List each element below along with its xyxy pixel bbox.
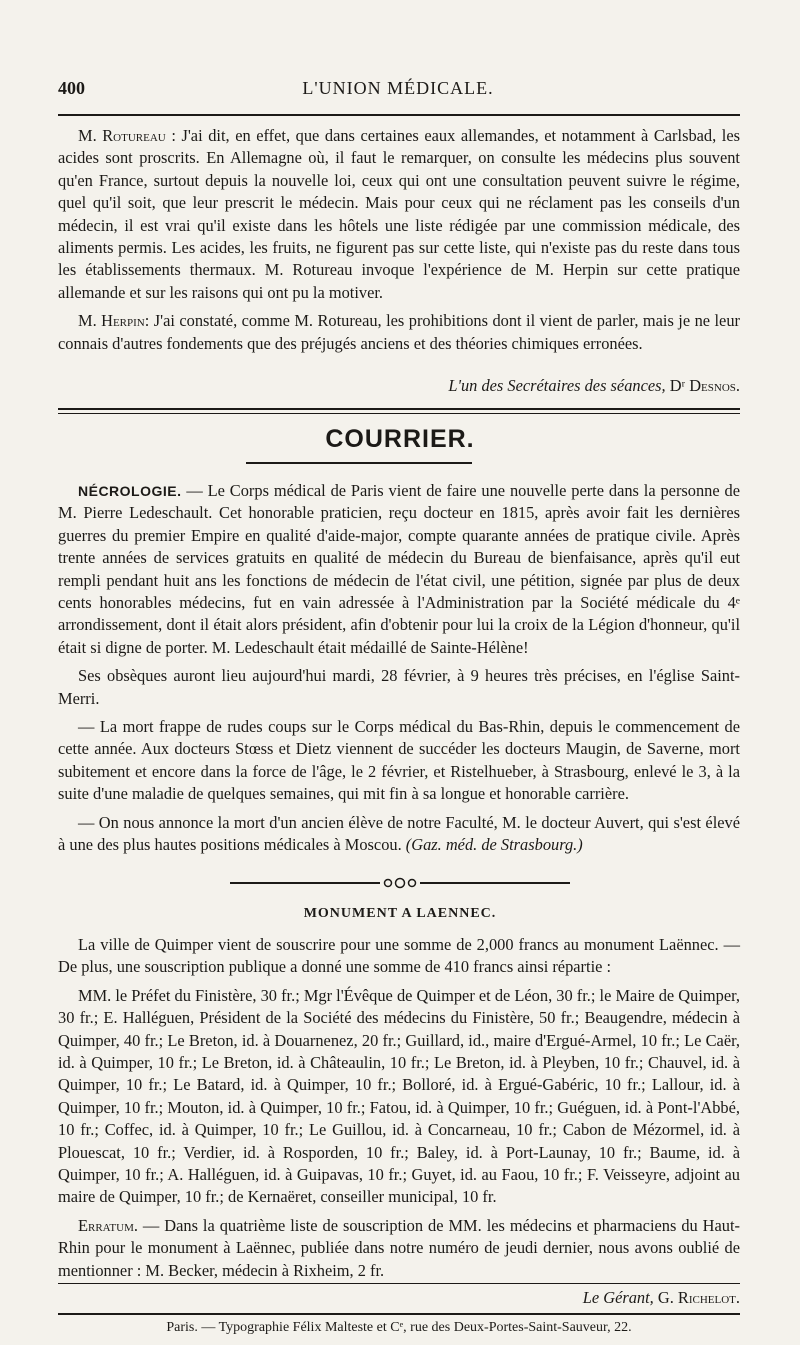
speaker-name: M. Rotureau — [78, 126, 166, 145]
header-rule — [58, 114, 740, 116]
signature-title: L'un des Secrétaires des séances, — [448, 376, 666, 395]
subscribers-paragraph: MM. le Préfet du Finistère, 30 fr.; Mgr l'Évêque de Quimper et de Léon, 30 fr.; le Maire de Quimper, 30 fr.; E. Halléguen, Président de la Société des médecins du Finistère, 50 fr.; Beaugendre, médecin à Quimper, 40 fr.; Le Breton, id. à Douarnenez, 20 fr.; Guillard, id., maire d'Ergué-Armel, 10 fr.; Le Caër, id. à Quimper, 10 fr.; Le Breton, id. à Châteaulin, 10 fr.; Le Breton, id. à Pleyben, 10 fr.; Chauvel, id. à Quimper, 10 fr.; Le Batard, id. à Quimper, 10 fr.; Bolloré, id. à Ergué-Gabéric, 10 fr.; Lallour, id. à Quimper, 10 fr.; Mouton, id. à Quimper, 10 fr.; Fatou, id. à Quimper, 10 fr.; Guéguen, id. à Pont-l'Abbé, 10 fr.; Coffec, id. à Quimper, 10 fr.; Le Guillou, id. à Concarneau, 10 fr.; Cabon de Mézormel, id. à Plouescat, 10 fr.; Verdier, id. à Rosporden, 10 fr.; Baley, id. à Port-Launay, 10 fr.; Baume, id. à Quimper, 10 fr.; A. Halléguen, id. à Guipavas, 10 fr.; Guyet, id. au Faou, 10 fr.; F. Veisseyre, adjoint au maire de Quimper, 10 fr.; de Kernaëret, conseiller municipal, 10 fr. — [58, 985, 740, 1207]
gerant-signature — [58, 1288, 740, 1308]
obseques-paragraph: Ses obsèques auront lieu aujourd'hui mardi, 28 février, à 9 heures très précises, en l'église Saint-Merri. — [58, 666, 740, 708]
page-number: 400 — [58, 78, 85, 98]
paragraph-text: — Dans la quatrième liste de souscription de MM. les médecins et pharmaciens du Haut-Rhin pour le monument à Laënnec, publiée dans notre numéro de jeudi dernier, nous avons oublié de mentionner : M. Becker, médecin à Rixheim, 2 fr. — [58, 1215, 740, 1280]
herpin-paragraph — [58, 310, 740, 355]
quimper-paragraph: La ville de Quimper vient de souscrire pour une somme de 2,000 francs au monument Laënnec. — De plus, une souscription publique a donné une somme de 410 francs ainsi répartie : — [58, 935, 740, 977]
paragraph-text: : J'ai dit, en effet, que dans certaines eaux allemandes, et notamment à Carlsbad, les acides sont proscrits. En Allemagne où, il faut le remarquer, on consulte les médecins plus souvent qu'en France, surtout depuis la nouvelle loi, ceux qui ont une consultation peuvent suivre le régime, quel qu'il soit, que leur prescrit le médecin. Mais pour ceux qui ne réclament pas les conseils d'un médecin, il est vrai qu'il existe dans les hôtels une liste rédigée par une commission médicale, des aliments permis. Les acides, les fruits, ne figurent pas sur cette liste, qui n'existe pas du reste dans tous les établissements thermaux. M. Rotureau invoque l'expérience de M. Herpin sur cette pratique allemande et sur les raisons qui ont pu la motiver. — [58, 126, 741, 302]
courrier-title: COURRIER. — [325, 425, 475, 453]
ornament-divider — [230, 876, 570, 890]
monument-section — [58, 934, 740, 1288]
erratum-label: Erratum. — [78, 1215, 138, 1235]
erratum-paragraph — [58, 1215, 740, 1282]
footer-rule — [58, 1313, 740, 1315]
gerant-label: Le Gérant, — [582, 1288, 654, 1307]
secretary-signature — [58, 376, 740, 396]
gerant-rule — [58, 1283, 740, 1284]
paragraph-text: : J'ai constaté, comme M. Rotureau, les prohibitions dont il vient de parler, mais je ne leur connais d'autres fondements que des préjugés anciens et des théories chimiques erronées. — [58, 311, 740, 353]
discussion-section — [58, 125, 740, 361]
printer-imprint: Paris. — Typographie Félix Malteste et Cᵉ, rue des Deux-Portes-Saint-Sauveur, 22. — [166, 1320, 632, 1335]
speaker-name: M. Herpin — [78, 311, 145, 331]
paragraph-text: — Le Corps médical de Paris vient de faire une nouvelle perte dans la personne de M. Pierre Ledeschault. Cet honorable praticien, reçu docteur en 1815, après avoir fait les dernières guerres du premier Empire en qualité d'aide-major, compte quarante années de pratique civile. Après trente années de services gratuits en qualité de médecin du Bureau de bienfaisance, après qu'il eut rempli pendant huit ans les fonctions de médecin de l'état civil, une pétition, signée par plus de deux cents honorables médecins, fut en vain adressée à l'Administration par la Société médicale du 4ᵉ arrondissement, dont il était alors président, afin d'obtenir pour lui la croix de la Légion d'honneur, qu'il était si digne de porter. M. Ledeschault était médaillé de Sainte-Hélène! — [58, 481, 740, 657]
necrologie-label: NÉCROLOGIE. — [78, 483, 182, 499]
paragraph-text: — On nous annonce la mort d'un ancien élève de notre Faculté, M. le docteur Auvert, qui s'est élevé à une des plus hautes positions médicales à Moscou. — [58, 812, 740, 855]
bas-rhin-paragraph: — La mort frappe de rudes coups sur le Corps médical du Bas-Rhin, depuis le commencement de cette année. Aux docteurs Stœss et Dietz viennent de succéder les docteurs Maugin, de Saverne, mort subitement et encore dans la force de l'âge, le 2 février, et Ristelhueber, à Strasbourg, enlevé le 3, à la suite d'une maladie de quelques semaines, qui mit fin à sa longue et honorable carrière. — [58, 717, 740, 804]
running-title: L'UNION MÉDICALE. — [302, 78, 494, 98]
monument-heading: MONUMENT A LAENNEC. — [303, 906, 497, 921]
gerant-name: G. Richelot. — [653, 1288, 740, 1307]
signature-name: Dʳ Desnos. — [665, 376, 740, 395]
section-rule-top — [58, 408, 740, 410]
source-citation: (Gaz. méd. de Strasbourg.) — [401, 835, 583, 855]
rotureau-paragraph — [58, 125, 740, 304]
section-rule-bottom — [58, 413, 740, 414]
necrologie-paragraph — [58, 480, 740, 659]
courrier-section — [58, 480, 740, 863]
page-header — [58, 76, 738, 104]
courrier-underline — [246, 462, 472, 464]
auvert-paragraph — [58, 812, 740, 857]
